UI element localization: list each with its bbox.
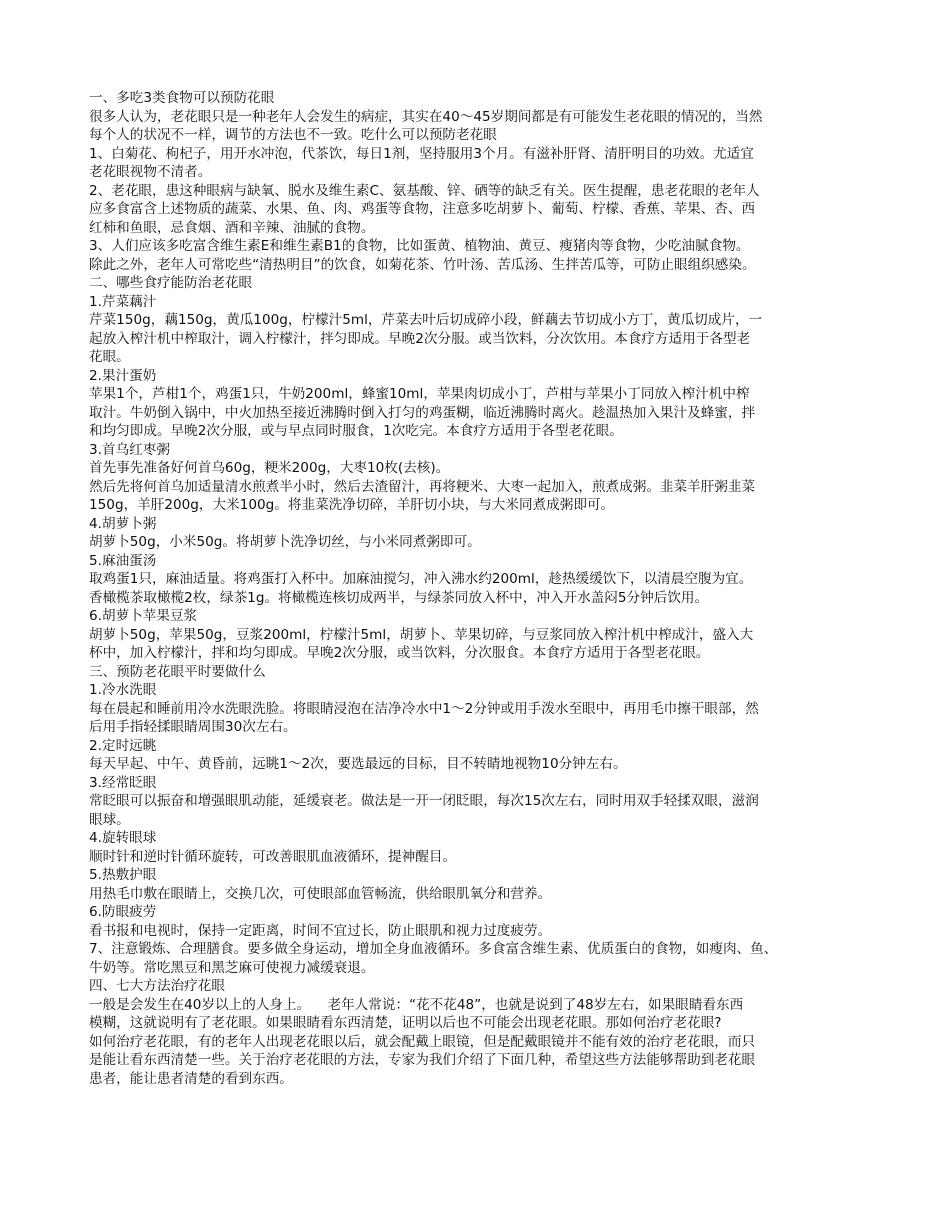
text-line: 除此之外，老年人可常吃些“清热明目”的饮食，如菊花茶、竹叶汤、苦瓜汤、生拌苦瓜等，可防止眼组织感染。 [89, 256, 756, 273]
text-line: 6.防眼疲劳 [89, 904, 157, 920]
text-line: 2、老花眼，患这种眼病与缺氧、脱水及维生素C、氨基酸、锌、硒等的缺乏有关。医生提醒，患老花眼的老年人 [89, 182, 760, 199]
text-line: 应多食富含上述物质的蔬菜、水果、鱼、肉、鸡蛋等食物，注意多吃胡萝卜、葡萄、柠檬、香蕉、苹果、杏、西 [89, 201, 756, 217]
text-line: 很多人认为，老花眼只是一种老年人会发生的病症，其实在40～45岁期间都是有可能发生老花眼的情况的，当然 [89, 108, 763, 125]
text-line: 杯中，加入柠檬汁，拌和均匀即成。早晚2次分服，或当饮料，分次服食。本食疗方适用于各型老花眼。 [89, 645, 710, 661]
text-line: 如何治疗老花眼，有的老年人出现老花眼以后，就会配戴上眼镜，但是配戴眼镜并不能有效的治疗老花眼，而只 [89, 1033, 756, 1050]
text-line: 二、哪些食疗能防治老花眼 [89, 275, 253, 291]
text-line: 模糊，这就说明有了老花眼。如果眼睛看东西清楚，证明以后也不可能会出现老花眼。那如何治疗老花眼? [89, 1015, 722, 1031]
text-line: 用热毛巾敷在眼睛上，交换几次，可使眼部血管畅流，供给眼肌氧分和营养。 [89, 885, 552, 902]
text-line: 老花眼视物不清者。 [89, 164, 212, 180]
text-line: 每个人的状况不一样，调节的方法也不一致。吃什么可以预防老花眼 [89, 127, 497, 143]
text-line: 和均匀即成。早晚2次分服，或与早点同时服食，1次吃完。本食疗方适用于各型老花眼。 [89, 423, 623, 439]
text-line: 3、人们应该多吃富含维生素E和维生素B1的食物，比如蛋黄、植物油、黄豆、瘦猪肉等食物，少吃油腻食物。 [89, 238, 750, 254]
text-line: 牛奶等。常吃黑豆和黑芝麻可使视力减缓衰退。 [89, 959, 375, 976]
text-line: 芹菜150g，藕150g，黄瓜100g，柠檬汁5ml，芹菜去叶后切成碎小段，鲜藕去节切成小方丁，黄瓜切成片，一 [89, 312, 763, 328]
text-line: 一、多吃3类食物可以预防花眼 [89, 90, 275, 106]
text-line: 一般是会发生在40岁以上的人身上。 老年人常说：“花不花48”，也就是说到了48岁左右，如果眼睛看东西 [89, 996, 744, 1013]
text-line: 取汁。牛奶倒入锅中，中火加热至接近沸腾时倒入打匀的鸡蛋糊，临近沸腾时离火。趁温热加入果汁及蜂蜜，拌 [89, 404, 756, 421]
text-line: 1.冷水洗眼 [89, 682, 157, 698]
text-line: 每在晨起和睡前用冷水洗眼洗脸。将眼睛浸泡在洁净冷水中1～2分钟或用手泼水至眼中，再用毛巾擦干眼部，然 [89, 700, 759, 717]
text-line: 是能让看东西清楚一些。关于治疗老花眼的方法，专家为我们介绍了下面几种，希望这些方法能够帮助到老花眼 [89, 1052, 756, 1068]
text-line: 4.旋转眼球 [89, 830, 157, 846]
text-line: 1.芹菜藕汁 [89, 293, 157, 310]
text-line: 胡萝卜50g，小米50g。将胡萝卜洗净切丝，与小米同煮粥即可。 [89, 534, 481, 550]
text-line: 首先事先准备好何首乌60g，粳米200g，大枣10枚(去核)。 [89, 460, 450, 476]
text-line: 四、七大方法治疗花眼 [89, 978, 225, 994]
text-line: 6.胡萝卜苹果豆浆 [89, 608, 198, 624]
text-line: 7、注意锻炼、合理膳食。要多做全身运动，增加全身血液循环。多食富含维生素、优质蛋白的食物，如瘦肉、鱼、 [89, 941, 778, 957]
text-line: 然后先将何首乌加适量清水煎煮半小时，然后去渣留汁，再将粳米、大枣一起加入，煎煮成粥。韭菜羊肝粥韭菜 [89, 478, 756, 495]
text-line: 常眨眼可以振奋和增强眼肌动能，延缓衰老。做法是一开一闭眨眼，每次15次左右，同时用双手轻揉双眼，滋润 [89, 793, 759, 809]
text-line: 患者，能让患者清楚的看到东西。 [89, 1070, 293, 1087]
text-line: 取鸡蛋1只，麻油适量。将鸡蛋打入杯中。加麻油搅匀，冲入沸水约200ml，趁热缓缓饮下，以清晨空腹为宜。 [89, 571, 753, 587]
text-line: 眼球。 [89, 811, 130, 828]
text-line: 香橄榄茶取橄榄2枚，绿茶1g。将橄榄连核切成两半，与绿茶同放入杯中，冲入开水盖闷5分钟后饮用。 [89, 589, 709, 606]
text-line: 3.经常眨眼 [89, 774, 157, 791]
text-line: 花眼。 [89, 349, 130, 365]
text-line: 起放入榨汁机中榨取汁，调入柠檬汁，拌匀即成。早晚2次分服。或当饮料，分次饮用。本食疗方适用于各型老 [89, 330, 751, 347]
text-line: 3.首乌红枣粥 [89, 441, 170, 458]
text-line: 三、预防老花眼平时要做什么 [89, 663, 266, 680]
text-line: 2.果汁蛋奶 [89, 367, 157, 384]
text-line: 1、白菊花、枸杞子，用开水冲泡，代茶饮，每日1剂，坚持服用3个月。有滋补肝肾、清肝明目的功效。尤适宜 [89, 145, 754, 162]
text-line: 5.热敷护眼 [89, 867, 157, 883]
text-line: 每天早起、中午、黄昏前，远眺1～2次，要选最远的目标，目不转睛地视物10分钟左右。 [89, 756, 627, 772]
text-line: 后用手指轻揉眼睛周围30次左右。 [89, 719, 297, 735]
text-line: 苹果1个，芦柑1个，鸡蛋1只，牛奶200ml，蜂蜜10ml，苹果肉切成小丁，芦柑与苹果小丁同放入榨汁机中榨 [89, 386, 750, 402]
text-line: 4.胡萝卜粥 [89, 515, 157, 532]
text-line: 看书报和电视时，保持一定距离，时间不宜过长，防止眼肌和视力过度疲劳。 [89, 922, 552, 939]
text-line: 胡萝卜50g，苹果50g，豆浆200ml，柠檬汁5ml，胡萝卜、苹果切碎，与豆浆同放入榨汁机中榨成汁，盛入大 [89, 626, 754, 643]
text-line: 顺时针和逆时针循环旋转，可改善眼肌血液循环，提神醒目。 [89, 848, 457, 865]
text-line: 5.麻油蛋汤 [89, 552, 157, 569]
text-line: 150g，羊肝200g，大米100g。将韭菜洗净切碎，羊肝切小块，与大米同煮成粥即可。 [89, 497, 615, 513]
text-line: 2.定时远眺 [89, 737, 157, 754]
text-line: 红柿和鱼眼，忌食烟、酒和辛辣、油腻的食物。 [89, 219, 375, 236]
